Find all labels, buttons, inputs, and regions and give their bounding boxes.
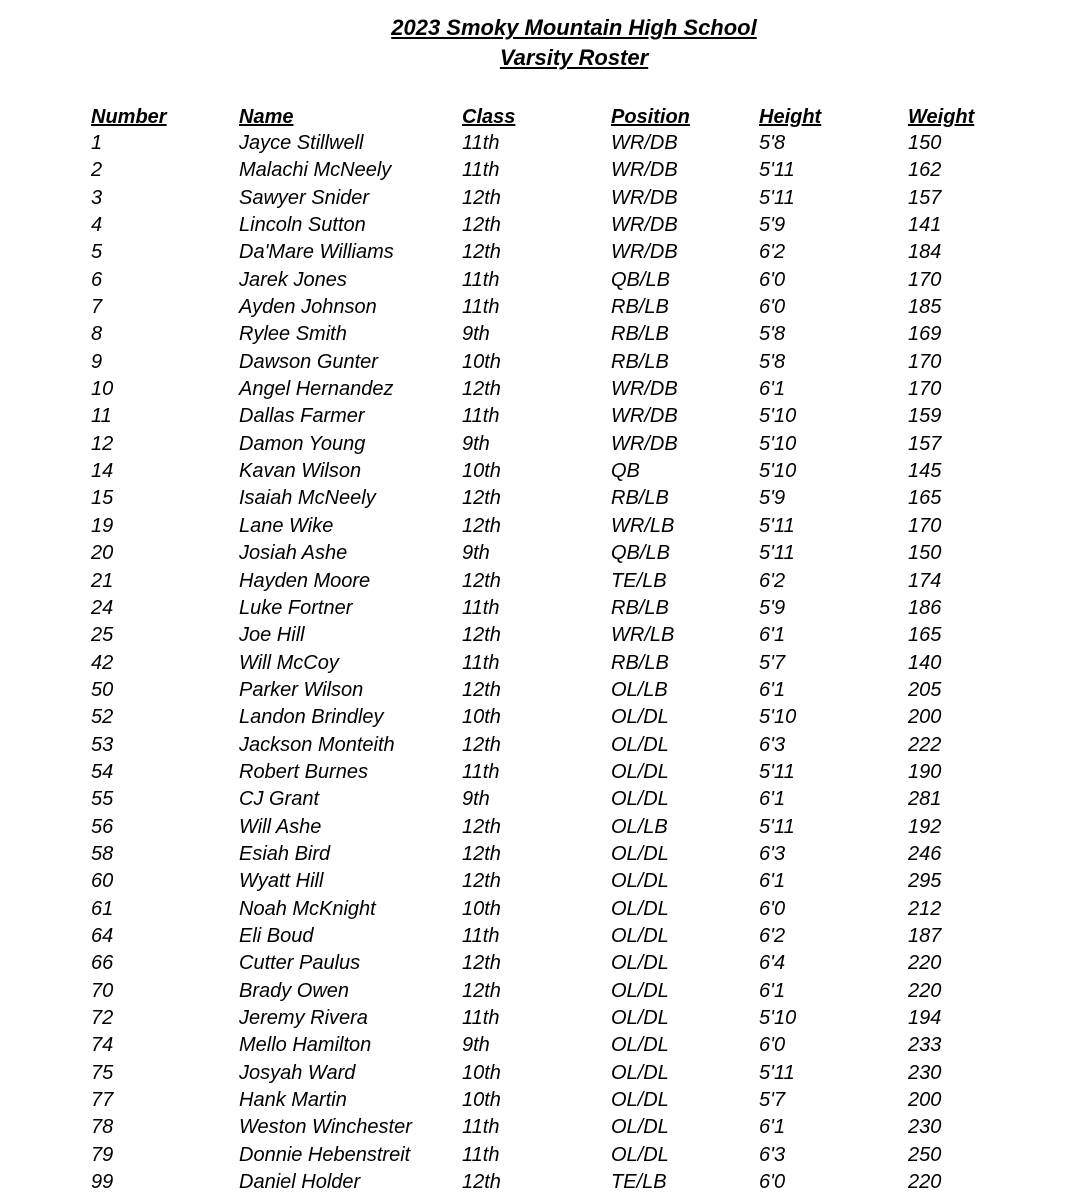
header-class: Class — [462, 106, 516, 128]
player-number: 3 — [91, 186, 103, 209]
player-weight: 230 — [908, 1116, 942, 1139]
player-weight: 169 — [908, 323, 942, 346]
player-weight: 200 — [908, 1089, 942, 1112]
player-position: OL/DL — [611, 733, 669, 756]
player-name: Sawyer Snider — [239, 186, 370, 209]
player-weight: 295 — [908, 870, 942, 893]
player-weight: 140 — [908, 651, 942, 674]
player-position: OL/DL — [611, 979, 669, 1002]
player-height: 5'8 — [759, 323, 786, 346]
table-row — [0, 267, 1071, 294]
player-name: Brady Owen — [239, 979, 350, 1002]
player-name: Mello Hamilton — [239, 1034, 372, 1057]
table-row — [0, 349, 1071, 376]
player-number: 25 — [91, 624, 114, 647]
player-weight: 186 — [908, 596, 942, 619]
player-class: 12th — [462, 842, 501, 865]
player-number: 64 — [91, 924, 114, 947]
player-position: WR/DB — [611, 432, 678, 455]
player-class: 9th — [462, 542, 490, 565]
player-class: 12th — [462, 678, 501, 701]
player-name: Rylee Smith — [239, 323, 347, 346]
table-row — [0, 568, 1071, 595]
player-weight: 145 — [908, 460, 942, 483]
table-row — [0, 759, 1071, 786]
player-class: 10th — [462, 706, 501, 729]
table-row — [0, 458, 1071, 485]
player-position: OL/DL — [611, 1089, 669, 1112]
player-position: OL/DL — [611, 706, 669, 729]
table-row — [0, 1087, 1071, 1114]
player-class: 10th — [462, 1061, 501, 1084]
player-number: 15 — [91, 487, 114, 510]
player-weight: 194 — [908, 1007, 942, 1029]
player-weight: 150 — [908, 132, 942, 154]
table-row — [0, 1005, 1071, 1032]
player-position: OL/LB — [611, 678, 668, 701]
player-position: WR/DB — [611, 378, 678, 401]
player-name: Daniel Holder — [239, 1171, 361, 1194]
roster-table-body — [0, 130, 1071, 1196]
player-class: 11th — [462, 132, 500, 154]
player-number: 1 — [91, 132, 103, 154]
player-position: OL/DL — [611, 788, 669, 811]
player-class: 12th — [462, 952, 501, 975]
player-number: 10 — [91, 378, 114, 401]
player-name: Robert Burnes — [239, 760, 368, 783]
player-class: 12th — [462, 241, 501, 264]
player-class: 12th — [462, 624, 501, 647]
player-position: QB — [611, 460, 640, 483]
player-number: 42 — [91, 651, 114, 674]
player-height: 6'0 — [759, 1034, 786, 1057]
player-height: 6'1 — [759, 979, 786, 1002]
table-row — [0, 540, 1071, 567]
header-height: Height — [759, 106, 822, 128]
table-row — [0, 376, 1071, 403]
table-row — [0, 403, 1071, 430]
player-weight: 212 — [908, 897, 942, 920]
player-position: WR/LB — [611, 624, 675, 647]
player-name: Jeremy Rivera — [239, 1007, 368, 1029]
player-number: 19 — [91, 514, 114, 537]
player-class: 12th — [462, 979, 501, 1002]
player-number: 6 — [91, 268, 103, 291]
player-number: 5 — [91, 241, 103, 264]
player-position: RB/LB — [611, 651, 669, 674]
table-row — [0, 978, 1071, 1005]
player-height: 5'11 — [759, 159, 795, 182]
player-name: Wyatt Hill — [239, 870, 324, 893]
player-name: Kavan Wilson — [239, 460, 362, 483]
player-height: 5'11 — [759, 186, 795, 209]
table-row — [0, 485, 1071, 512]
table-row — [0, 1142, 1071, 1169]
player-class: 11th — [462, 296, 500, 319]
roster-title: 2023 Smoky Mountain High School — [391, 15, 757, 40]
player-position: OL/DL — [611, 952, 669, 975]
player-number: 75 — [91, 1061, 114, 1084]
table-row — [0, 841, 1071, 868]
player-height: 5'7 — [759, 1089, 786, 1112]
player-height: 5'11 — [759, 760, 795, 783]
player-class: 11th — [462, 924, 500, 947]
player-name: Hank Martin — [239, 1089, 347, 1112]
player-weight: 174 — [908, 569, 942, 592]
player-class: 12th — [462, 214, 501, 237]
player-class: 9th — [462, 788, 490, 811]
player-class: 11th — [462, 405, 500, 428]
player-position: OL/DL — [611, 897, 669, 920]
player-weight: 205 — [908, 678, 942, 701]
table-row — [0, 622, 1071, 649]
player-height: 6'4 — [759, 952, 786, 975]
player-position: RB/LB — [611, 296, 669, 319]
player-number: 77 — [91, 1089, 114, 1112]
player-position: RB/LB — [611, 323, 669, 346]
player-position: RB/LB — [611, 350, 669, 373]
table-row — [0, 1114, 1071, 1141]
player-height: 5'8 — [759, 132, 786, 154]
player-class: 12th — [462, 186, 501, 209]
player-name: Malachi McNeely — [239, 159, 392, 182]
player-class: 9th — [462, 432, 490, 455]
table-row — [0, 677, 1071, 704]
player-height: 5'11 — [759, 815, 795, 838]
player-name: Cutter Paulus — [239, 952, 361, 975]
player-position: OL/DL — [611, 924, 669, 947]
player-weight: 187 — [908, 924, 942, 947]
player-height: 6'0 — [759, 296, 786, 319]
player-number: 58 — [91, 842, 114, 865]
player-class: 11th — [462, 268, 500, 291]
player-number: 52 — [91, 706, 114, 729]
player-number: 55 — [91, 788, 114, 811]
table-row — [0, 185, 1071, 212]
player-height: 6'3 — [759, 842, 786, 865]
player-name: Will McCoy — [239, 651, 339, 674]
player-position: OL/DL — [611, 1143, 669, 1166]
player-position: OL/DL — [611, 842, 669, 865]
player-weight: 170 — [908, 350, 942, 373]
player-class: 11th — [462, 1143, 500, 1166]
player-name: Jayce Stillwell — [239, 132, 364, 154]
table-row — [0, 896, 1071, 923]
player-name: Jackson Monteith — [239, 733, 395, 756]
player-name: Joe Hill — [239, 624, 305, 647]
player-number: 4 — [91, 214, 103, 237]
player-class: 11th — [462, 596, 500, 619]
player-height: 6'0 — [759, 1171, 786, 1194]
player-class: 12th — [462, 1171, 501, 1194]
player-class: 11th — [462, 1007, 500, 1029]
player-number: 54 — [91, 760, 114, 783]
player-position: WR/DB — [611, 132, 678, 154]
table-row — [0, 212, 1071, 239]
player-weight: 170 — [908, 378, 942, 401]
player-name: Donnie Hebenstreit — [239, 1143, 411, 1166]
player-number: 79 — [91, 1143, 114, 1166]
player-number: 7 — [91, 296, 103, 319]
player-name: CJ Grant — [239, 788, 320, 811]
player-weight: 159 — [908, 405, 942, 428]
player-name: Dawson Gunter — [239, 350, 378, 373]
player-weight: 162 — [908, 159, 942, 182]
player-weight: 222 — [908, 733, 942, 756]
player-height: 5'10 — [759, 460, 797, 483]
player-weight: 246 — [908, 842, 942, 865]
player-height: 6'2 — [759, 924, 786, 947]
player-weight: 157 — [908, 432, 942, 455]
player-name: Jarek Jones — [239, 268, 347, 291]
player-position: WR/DB — [611, 241, 678, 264]
player-position: OL/DL — [611, 1116, 669, 1139]
player-name: Lane Wike — [239, 514, 334, 537]
player-name: Isaiah McNeely — [239, 487, 376, 510]
table-row — [0, 868, 1071, 895]
table-row — [0, 704, 1071, 731]
player-number: 60 — [91, 870, 114, 893]
table-row — [0, 239, 1071, 266]
player-height: 5'9 — [759, 487, 786, 510]
player-class: 12th — [462, 569, 501, 592]
header-name: Name — [239, 106, 294, 128]
table-row — [0, 1032, 1071, 1059]
player-name: Dallas Farmer — [239, 405, 365, 428]
table-row — [0, 1060, 1071, 1087]
player-height: 5'9 — [759, 214, 786, 237]
player-class: 10th — [462, 460, 501, 483]
player-height: 6'3 — [759, 1143, 786, 1166]
player-number: 2 — [91, 159, 103, 182]
player-height: 6'3 — [759, 733, 786, 756]
player-name: Will Ashe — [239, 815, 322, 838]
player-height: 6'1 — [759, 870, 786, 893]
table-row — [0, 157, 1071, 184]
player-height: 5'7 — [759, 651, 786, 674]
player-height: 5'10 — [759, 432, 797, 455]
player-number: 74 — [91, 1034, 114, 1057]
player-position: TE/LB — [611, 569, 667, 592]
player-height: 6'2 — [759, 241, 786, 264]
player-position: QB/LB — [611, 542, 670, 565]
player-height: 6'0 — [759, 268, 786, 291]
player-number: 66 — [91, 952, 114, 975]
player-class: 12th — [462, 487, 501, 510]
player-class: 11th — [462, 159, 500, 182]
player-number: 11 — [91, 405, 112, 428]
table-row — [0, 321, 1071, 348]
player-name: Lincoln Sutton — [239, 214, 366, 237]
player-weight: 220 — [908, 979, 942, 1002]
header-number: Number — [91, 106, 167, 128]
player-number: 78 — [91, 1116, 114, 1139]
player-number: 56 — [91, 815, 114, 838]
player-height: 5'8 — [759, 350, 786, 373]
player-position: WR/DB — [611, 405, 678, 428]
player-name: Ayden Johnson — [239, 296, 377, 319]
player-height: 6'2 — [759, 569, 786, 592]
player-position: OL/DL — [611, 1034, 669, 1057]
player-class: 12th — [462, 733, 501, 756]
player-height: 6'1 — [759, 1116, 786, 1139]
player-position: OL/DL — [611, 870, 669, 893]
player-weight: 250 — [908, 1143, 942, 1166]
player-class: 9th — [462, 1034, 490, 1057]
player-height: 6'0 — [759, 897, 786, 920]
roster-subtitle: Varsity Roster — [499, 45, 649, 70]
player-class: 12th — [462, 870, 501, 893]
player-number: 12 — [91, 432, 114, 455]
player-height: 5'11 — [759, 514, 795, 537]
player-weight: 157 — [908, 186, 942, 209]
player-position: QB/LB — [611, 268, 670, 291]
player-class: 10th — [462, 350, 501, 373]
player-weight: 233 — [908, 1034, 942, 1057]
player-height: 6'1 — [759, 678, 786, 701]
player-name: Landon Brindley — [239, 706, 384, 729]
table-row — [0, 294, 1071, 321]
table-row — [0, 650, 1071, 677]
player-weight: 220 — [908, 1171, 942, 1194]
player-class: 10th — [462, 897, 501, 920]
header-position: Position — [611, 106, 690, 128]
player-number: 14 — [91, 460, 114, 483]
player-number: 24 — [91, 596, 114, 619]
player-weight: 150 — [908, 542, 942, 565]
player-weight: 220 — [908, 952, 942, 975]
table-row — [0, 1169, 1071, 1196]
player-weight: 192 — [908, 815, 942, 838]
table-row — [0, 814, 1071, 841]
player-weight: 165 — [908, 624, 942, 647]
table-row — [0, 923, 1071, 950]
player-position: OL/DL — [611, 760, 669, 783]
player-height: 5'10 — [759, 1007, 797, 1029]
table-row — [0, 431, 1071, 458]
player-height: 6'1 — [759, 378, 786, 401]
player-number: 20 — [91, 542, 114, 565]
player-weight: 185 — [908, 296, 942, 319]
player-position: WR/DB — [611, 214, 678, 237]
table-row — [0, 130, 1071, 157]
player-name: Esiah Bird — [239, 842, 331, 865]
player-number: 9 — [91, 350, 103, 373]
player-number: 21 — [91, 569, 114, 592]
player-height: 5'10 — [759, 706, 797, 729]
player-class: 10th — [462, 1089, 501, 1112]
player-name: Luke Fortner — [239, 596, 353, 619]
player-height: 6'1 — [759, 624, 786, 647]
player-name: Hayden Moore — [239, 569, 371, 592]
player-name: Weston Winchester — [239, 1116, 412, 1139]
player-number: 53 — [91, 733, 114, 756]
player-number: 99 — [91, 1171, 114, 1194]
table-row — [0, 950, 1071, 977]
player-position: WR/DB — [611, 159, 678, 182]
player-position: TE/LB — [611, 1171, 667, 1194]
player-name: Josiah Ashe — [239, 542, 348, 565]
player-height: 5'11 — [759, 542, 795, 565]
player-class: 12th — [462, 378, 501, 401]
player-weight: 170 — [908, 514, 942, 537]
player-class: 9th — [462, 323, 490, 346]
player-number: 70 — [91, 979, 114, 1002]
player-weight: 141 — [908, 214, 942, 237]
table-row — [0, 732, 1071, 759]
player-position: RB/LB — [611, 596, 669, 619]
player-class: 12th — [462, 815, 501, 838]
table-row — [0, 786, 1071, 813]
player-position: OL/DL — [611, 1061, 669, 1084]
player-number: 72 — [91, 1007, 114, 1029]
player-weight: 281 — [908, 788, 942, 811]
player-weight: 190 — [908, 760, 942, 783]
player-position: WR/LB — [611, 514, 675, 537]
player-class: 11th — [462, 760, 500, 783]
player-number: 8 — [91, 323, 103, 346]
player-height: 5'9 — [759, 596, 786, 619]
player-class: 11th — [462, 1116, 500, 1139]
player-name: Damon Young — [239, 432, 366, 455]
player-height: 5'11 — [759, 1061, 795, 1084]
header-weight: Weight — [908, 106, 975, 128]
player-weight: 170 — [908, 268, 942, 291]
player-number: 61 — [91, 897, 114, 920]
player-number: 50 — [91, 678, 114, 701]
player-weight: 200 — [908, 706, 942, 729]
table-row — [0, 513, 1071, 540]
player-name: Noah McKnight — [239, 897, 376, 920]
player-position: OL/LB — [611, 815, 668, 838]
player-weight: 184 — [908, 241, 942, 264]
player-height: 5'10 — [759, 405, 797, 428]
table-row — [0, 595, 1071, 622]
player-name: Josyah Ward — [239, 1061, 356, 1084]
player-name: Angel Hernandez — [239, 378, 394, 401]
player-name: Da'Mare Williams — [239, 241, 394, 264]
player-weight: 165 — [908, 487, 942, 510]
player-position: RB/LB — [611, 487, 669, 510]
player-class: 11th — [462, 651, 500, 674]
player-weight: 230 — [908, 1061, 942, 1084]
player-height: 6'1 — [759, 788, 786, 811]
player-position: OL/DL — [611, 1007, 669, 1029]
player-name: Eli Boud — [239, 924, 314, 947]
player-name: Parker Wilson — [239, 678, 364, 701]
player-class: 12th — [462, 514, 501, 537]
player-position: WR/DB — [611, 186, 678, 209]
